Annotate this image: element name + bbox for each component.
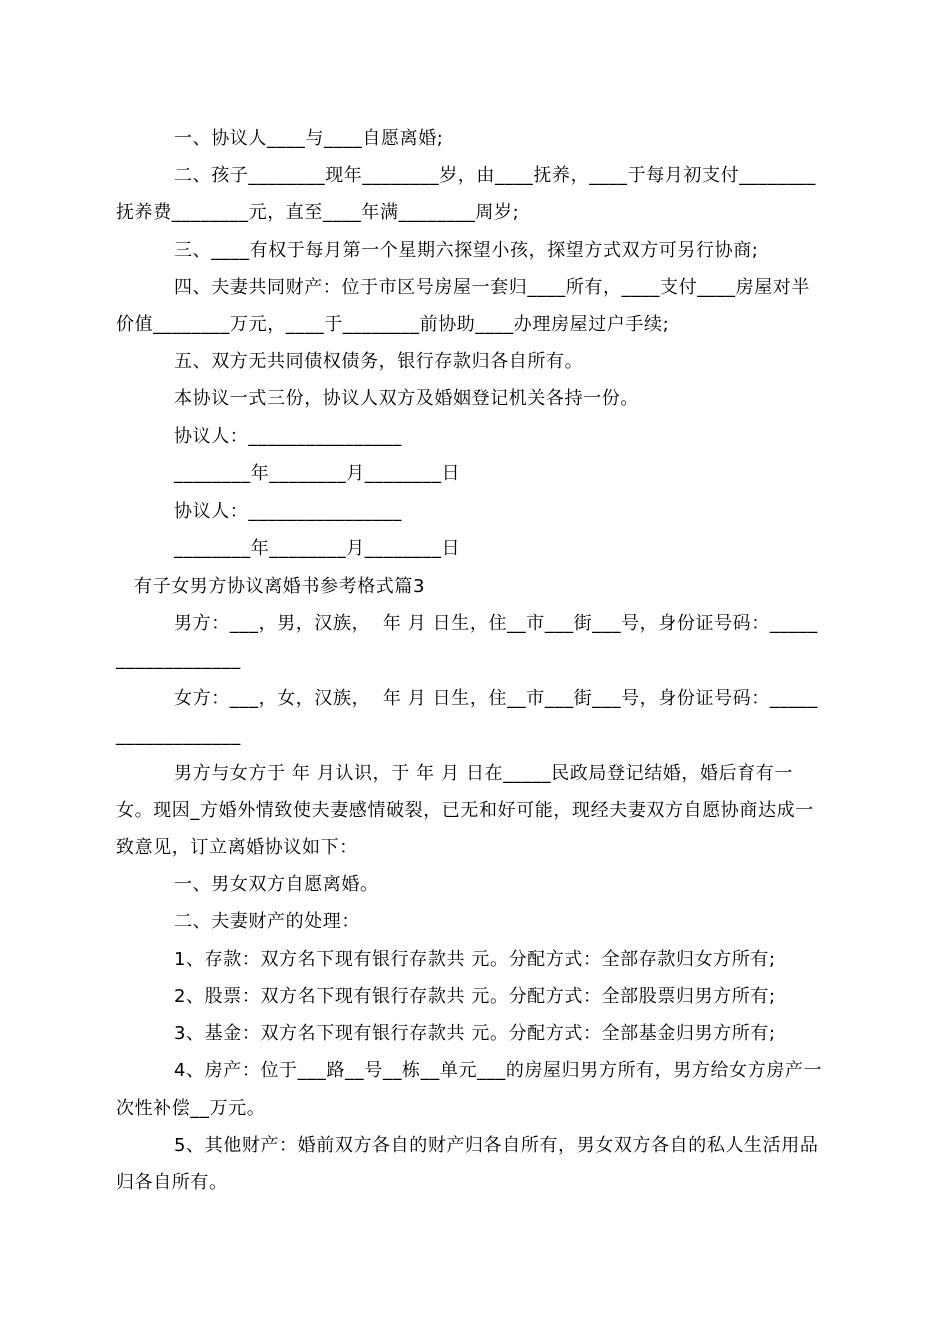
property-house-line-2: 次性补偿__万元。 xyxy=(116,1098,266,1119)
male-party-line-2: _____________ xyxy=(116,649,241,670)
female-party-line-1: 女方：___，女，汉族， 年 月 日生，住__市___街___号，身份证号码：_____ xyxy=(174,688,818,709)
property-other-line-1: 5、其他财产：婚前双方各自的财产归各自所有，男女双方各自的私人生活用品 xyxy=(174,1135,819,1156)
property-house-line-1: 4、房产：位于___路__号__栋__单元___的房屋归男方所有，男方给女方房产一 xyxy=(174,1060,823,1081)
clause-5-line: 五、双方无共同债权债务，银行存款归各自所有。 xyxy=(174,351,584,372)
signatory-1-date: ________年________月________日 xyxy=(174,463,461,484)
male-party-line-1: 男方：___，男，汉族， 年 月 日生，住__市___街___号，身份证号码：_____ xyxy=(174,613,818,634)
clause-4-line-2: 价值________万元，____于________前协助____办理房屋过户手续; xyxy=(116,314,670,335)
clause-4-line-1: 四、夫妻共同财产：位于市区号房屋一套归____所有，____支付____房屋对半 xyxy=(174,277,810,298)
background-line-3: 致意见，订立离婚协议如下： xyxy=(116,837,358,858)
property-stocks: 2、股票：双方名下现有银行存款共 元。分配方式：全部股票归男方所有; xyxy=(174,986,776,1007)
signatory-1: 协议人：________________ xyxy=(174,426,402,447)
clause-2-line-2: 抚养费________元，直至____年满________周岁; xyxy=(116,202,520,223)
signatory-2-date: ________年________月________日 xyxy=(174,538,461,559)
copies-statement: 本协议一式三份，协议人双方及婚姻登记机关各持一份。 xyxy=(174,388,639,409)
property-deposits: 1、存款：双方名下现有银行存款共 元。分配方式：全部存款归女方所有; xyxy=(174,949,776,970)
property-other-line-2: 归各自所有。 xyxy=(116,1172,228,1193)
clause-1-line: 一、协议人____与____自愿离婚; xyxy=(174,128,444,149)
property-funds: 3、基金：双方名下现有银行存款共 元。分配方式：全部基金归男方所有; xyxy=(174,1023,776,1044)
item-1-line: 一、男女双方自愿离婚。 xyxy=(174,874,379,895)
item-2-line: 二、夫妻财产的处理： xyxy=(174,911,360,932)
clause-3-line: 三、____有权于每月第一个星期六探望小孩，探望方式双方可另行协商; xyxy=(174,240,759,261)
female-party-line-2: _____________ xyxy=(116,725,241,746)
clause-2-line-1: 二、孩子________现年________岁，由____抚养，____于每月初支付________ xyxy=(174,165,816,186)
background-line-2: 女。现因_方婚外情致使夫妻感情破裂，已无和好可能，现经夫妻双方自愿协商达成一 xyxy=(116,800,814,821)
signatory-2: 协议人：________________ xyxy=(174,501,402,522)
section-heading: 有子女男方协议离婚书参考格式篇3 xyxy=(134,576,426,597)
background-line-1: 男方与女方于 年 月认识，于 年 月 日在_____民政局登记结婚，婚后育有一 xyxy=(174,763,794,784)
